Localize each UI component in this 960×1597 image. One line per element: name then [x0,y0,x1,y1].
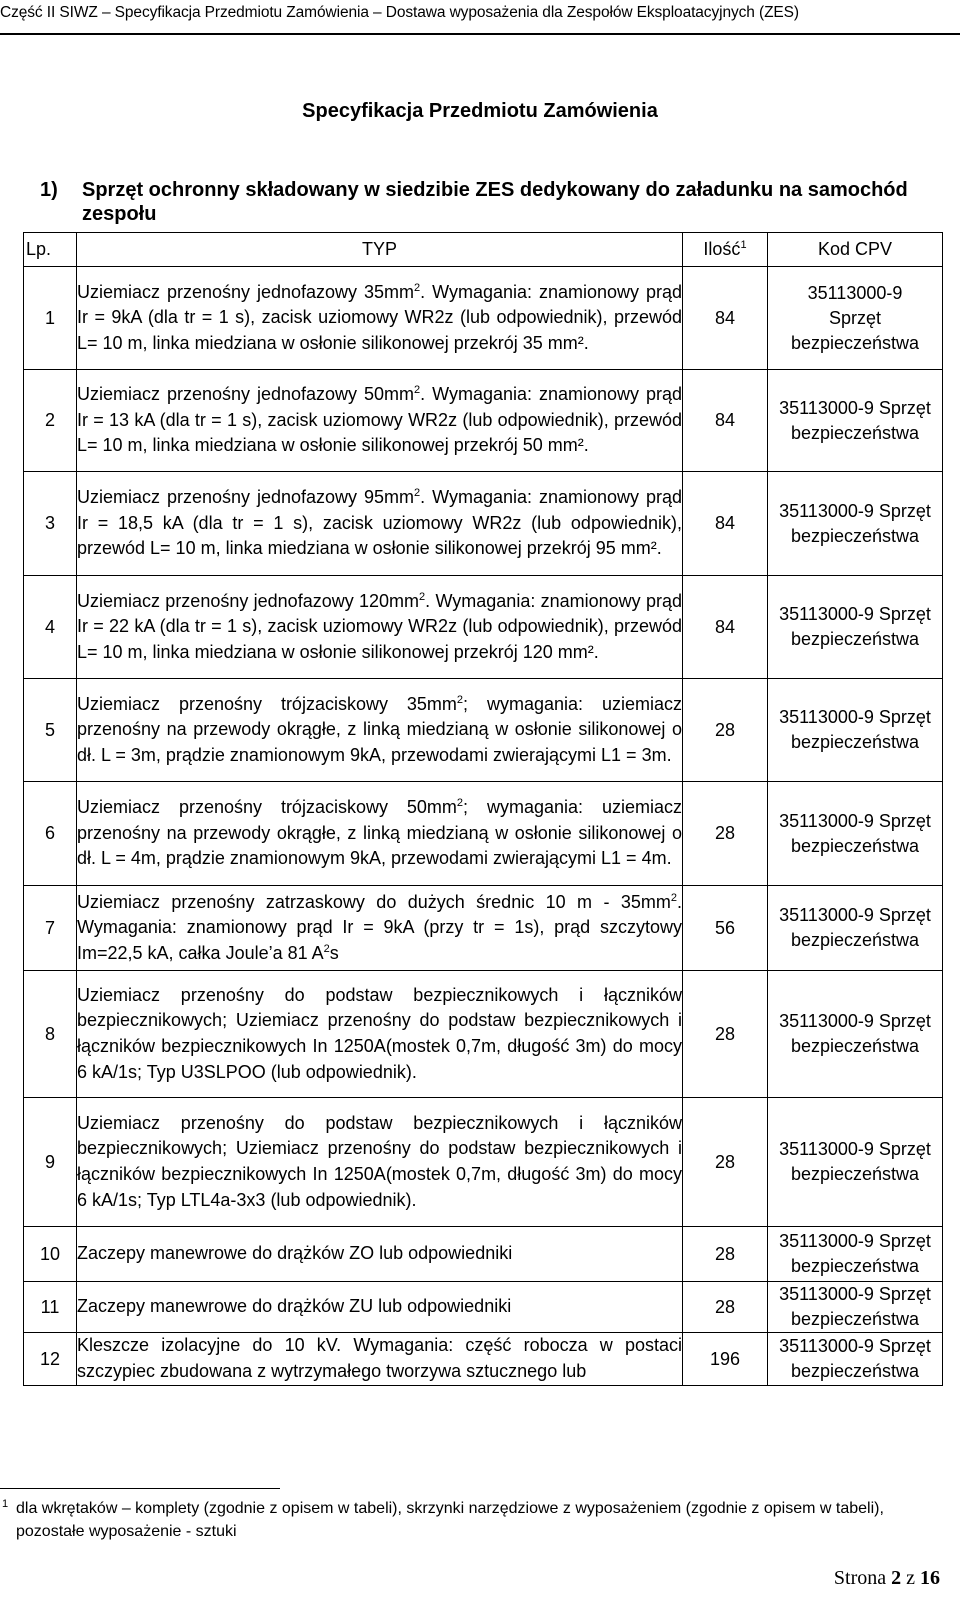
cell-ilosc: 28 [683,971,768,1098]
table-row [24,782,943,886]
cell-lp: 9 [24,1098,77,1227]
table-row [24,267,943,370]
cell-lp: 6 [24,782,77,886]
cell-ilosc: 28 [683,782,768,886]
cell-lp: 2 [24,370,77,472]
header-ilosc-footnote-mark: 1 [740,239,747,251]
cell-ilosc: 28 [683,1282,768,1333]
cell-kod-cpv: 35113000-9 Sprzęt bezpieczeństwa [768,886,943,971]
cell-ilosc: 84 [683,267,768,370]
cell-ilosc: 196 [683,1333,768,1386]
page-sep: z [906,1567,915,1589]
page-title: Specyfikacja Przedmiotu Zamówienia [302,100,658,122]
cell-typ: Zaczepy manewrowe do drążków ZO lub odpowiedniki [77,1227,683,1282]
cell-ilosc: 28 [683,1227,768,1282]
cell-lp: 5 [24,679,77,782]
page-number [834,1567,940,1590]
cell-kod-cpv: 35113000-9 Sprzęt bezpieczeństwa [768,472,943,576]
cell-lp: 12 [24,1333,77,1386]
cell-kod-cpv: 35113000-9 Sprzęt bezpieczeństwa [768,1282,943,1333]
cell-lp: 3 [24,472,77,576]
cell-lp: 11 [24,1282,77,1333]
cell-typ: Uziemiacz przenośny zatrzaskowy do dużych średnic 10 m - $35mm^2$. Wymagania: znamionowy prąd Ir = 9kA (przy tr = 1s), prąd szczytowy Im=22,5 kA, całka Joule’a 81 $A^2s$ [77,886,683,971]
specification-table [23,232,943,1386]
footnote-rule [0,1488,280,1489]
table-row [24,679,943,782]
table-row [24,472,943,576]
cell-kod-cpv: 35113000-9 Sprzęt bezpieczeństwa [768,1098,943,1227]
document-header: Część II SIWZ – Specyfikacja Przedmiotu Zamówienia – Dostawa wyposażenia dla Zespołów Eksploatacyjnych (ZES) [0,4,799,21]
footnote-mark: 1 [2,1498,9,1510]
footnote-text: dla wkrętaków – komplety (zgodnie z opisem w tabeli), skrzynki narzędziowe z wyposażeniem (zgodnie z opisem w tabeli), pozostałe wyposażenie - sztuki [16,1500,884,1540]
header-kod: Kod CPV [768,233,943,267]
cell-typ: Uziemiacz przenośny jednofazowy $95mm^2$. Wymagania: znamionowy prąd Ir = 18,5 kA (dla tr = 1 s), zacisk uziomowy WR2z (lub odpowiednik), przewód L= 10 m, linka miedziana w osłonie silikonowej przekrój 95 mm². [77,472,683,576]
cell-typ: Uziemiacz przenośny trójzaciskowy $35mm^2$; wymagania: uziemiacz przenośny na przewody okrągłe, z linką miedzianą w osłonie silikonowej o dł. L = 3m, prądzie znamionowym 9kA, przewodami zwierającymi L1 = 3m. [77,679,683,782]
page-label: Strona [833,1567,887,1589]
header-ilosc-label: Ilość [703,239,741,259]
table-row [24,1227,943,1282]
cell-ilosc: 84 [683,472,768,576]
cell-lp: 8 [24,971,77,1098]
footnote [0,1497,950,1543]
table-row [24,971,943,1098]
table-row [24,1098,943,1227]
section-text: Sprzęt ochronny składowany w siedzibie ZES dedykowany do załadunku na samochód zespołu [82,179,908,225]
table-row [24,886,943,971]
cell-typ: Uziemiacz przenośny trójzaciskowy $50mm^2$; wymagania: uziemiacz przenośny na przewody okrągłe, z linką miedzianą w osłonie silikonowej o dł. L = 4m, prądzie znamionowym 9kA, przewodami zwierającymi L1 = 4m. [77,782,683,886]
cell-kod-cpv: 35113000-9 Sprzęt bezpieczeństwa [768,1227,943,1282]
cell-ilosc: 84 [683,576,768,679]
cell-typ: Uziemiacz przenośny jednofazowy $50mm^2$. Wymagania: znamionowy prąd Ir = 13 kA (dla tr = 1 s), zacisk uziomowy WR2z (lub odpowiednik), przewód L= 10 m, linka miedziana w osłonie silikonowej przekrój 50 mm². [77,370,683,472]
cell-kod-cpv: 35113000-9 Sprzęt bezpieczeństwa [768,1333,943,1386]
table-row [24,1333,943,1386]
cell-typ: Uziemiacz przenośny jednofazowy $35mm^2$. Wymagania: znamionowy prąd Ir = 9kA (dla tr = 1 s), zacisk uziomowy WR2z (lub odpowiednik), przewód L= 10 m, linka miedziana w osłonie silikonowej przekrój 35 mm². [77,267,683,370]
page-total: 16 [920,1567,940,1589]
cell-lp: 1 [24,267,77,370]
cell-kod-cpv: 35113000-9 Sprzęt bezpieczeństwa [768,971,943,1098]
cell-typ: Uziemiacz przenośny do podstaw bezpiecznikowych i łączników bezpiecznikowych; Uziemiacz przenośny do podstaw bezpiecznikowych i łączników bezpiecznikowych In 1250A(mostek 0,7m, długość 3m) do mocy 6 kA/1s; Typ LTL4a-3x3 (lub odpowiednik). [77,1098,683,1227]
header-lp: Lp. [24,233,77,267]
table-row [24,1282,943,1333]
cell-typ: Uziemiacz przenośny jednofazowy $120mm^2$. Wymagania: znamionowy prąd Ir = 22 kA (dla tr = 1 s), zacisk uziomowy WR2z (lub odpowiednik), przewód L= 10 m, linka miedziana w osłonie silikonowej przekrój 120 mm². [77,576,683,679]
cell-kod-cpv: 35113000-9 Sprzęt bezpieczeństwa [768,267,943,370]
section-number: 1) [40,179,58,201]
cell-typ: Uziemiacz przenośny do podstaw bezpiecznikowych i łączników bezpiecznikowych; Uziemiacz przenośny do podstaw bezpiecznikowych i łączników bezpiecznikowych In 1250A(mostek 0,7m, długość 3m) do mocy 6 kA/1s; Typ U3SLPOO (lub odpowiednik). [77,971,683,1098]
header-ilosc [683,233,768,267]
table-header-row [24,233,943,267]
table-row [24,370,943,472]
page-current: 2 [891,1567,902,1589]
cell-ilosc: 28 [683,1098,768,1227]
cell-ilosc: 28 [683,679,768,782]
cell-lp: 7 [24,886,77,971]
cell-typ: Zaczepy manewrowe do drążków ZU lub odpowiedniki [77,1282,683,1333]
cell-typ: Kleszcze izolacyjne do 10 kV. Wymagania: część robocza w postaci szczypiec zbudowana z wytrzymałego tworzywa sztucznego lub [77,1333,683,1386]
cell-ilosc: 84 [683,370,768,472]
cell-kod-cpv: 35113000-9 Sprzęt bezpieczeństwa [768,679,943,782]
cell-kod-cpv: 35113000-9 Sprzęt bezpieczeństwa [768,370,943,472]
table-row [24,576,943,679]
header-rule [0,33,960,35]
cell-ilosc: 56 [683,886,768,971]
cell-kod-cpv: 35113000-9 Sprzęt bezpieczeństwa [768,782,943,886]
cell-lp: 10 [24,1227,77,1282]
cell-lp: 4 [24,576,77,679]
cell-kod-cpv: 35113000-9 Sprzęt bezpieczeństwa [768,576,943,679]
header-typ: TYP [77,233,683,267]
